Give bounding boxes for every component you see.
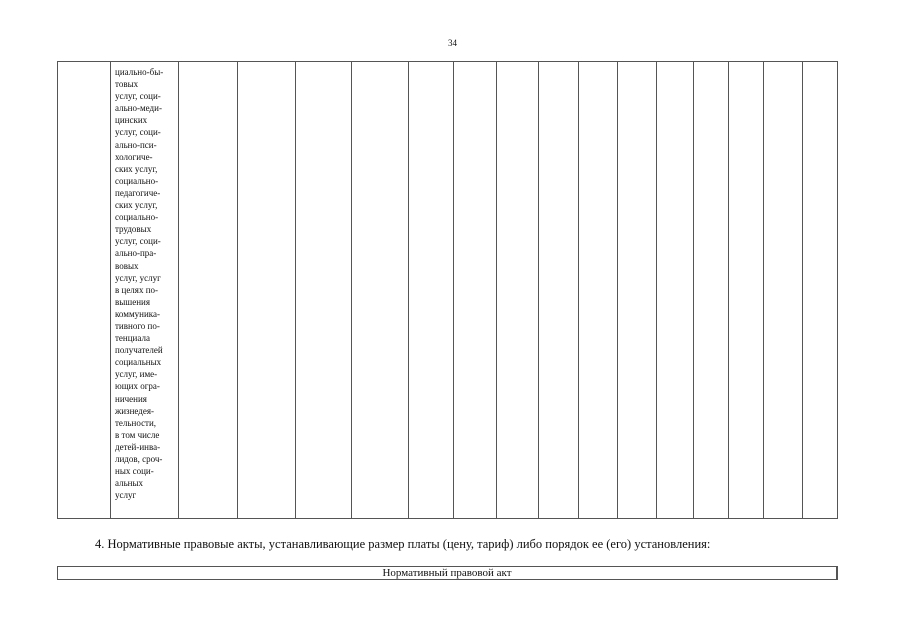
- table-cell: [803, 62, 838, 519]
- table-cell: [179, 62, 238, 519]
- table-cell: [238, 62, 296, 519]
- services-table: [57, 61, 838, 519]
- table-cell-number: [58, 62, 111, 519]
- table-cell: [657, 62, 694, 519]
- table-cell: [694, 62, 729, 519]
- table-cell: [296, 62, 352, 519]
- table-cell-service-name: [111, 62, 179, 519]
- table-cell: [539, 62, 579, 519]
- table-cell: [497, 62, 539, 519]
- section-4-heading: 4. Нормативные правовые акты, устанавливающие размер платы (цену, тариф) либо порядок ее (его) установления:: [95, 537, 711, 551]
- table-cell: [454, 62, 497, 519]
- table-cell: [579, 62, 618, 519]
- table-row: [58, 62, 838, 519]
- table-cell: [409, 62, 454, 519]
- table-cell: [352, 62, 409, 519]
- service-description: циально-бы- товых услуг, соци- ально-меди- цинских услуг, соци- ально-пси- хологиче- ских услуг, социально- педагогиче- ских услуг, социально- трудовых услуг, соци- ально-пра- вовых услуг, услуг в целях по- вышения коммуника- тивного по- тенциала получателей социальных услуг, име- ющих огра- ничения жизнедея- тельности, в том числе детей-инва- лидов, сроч- ных соци- альных услуг: [115, 67, 164, 501]
- table-cell: [618, 62, 657, 519]
- page-number: 34: [448, 38, 457, 48]
- table-cell: [764, 62, 803, 519]
- table-cell: [729, 62, 764, 519]
- legal-act-table-header: Нормативный правовой акт: [57, 566, 838, 580]
